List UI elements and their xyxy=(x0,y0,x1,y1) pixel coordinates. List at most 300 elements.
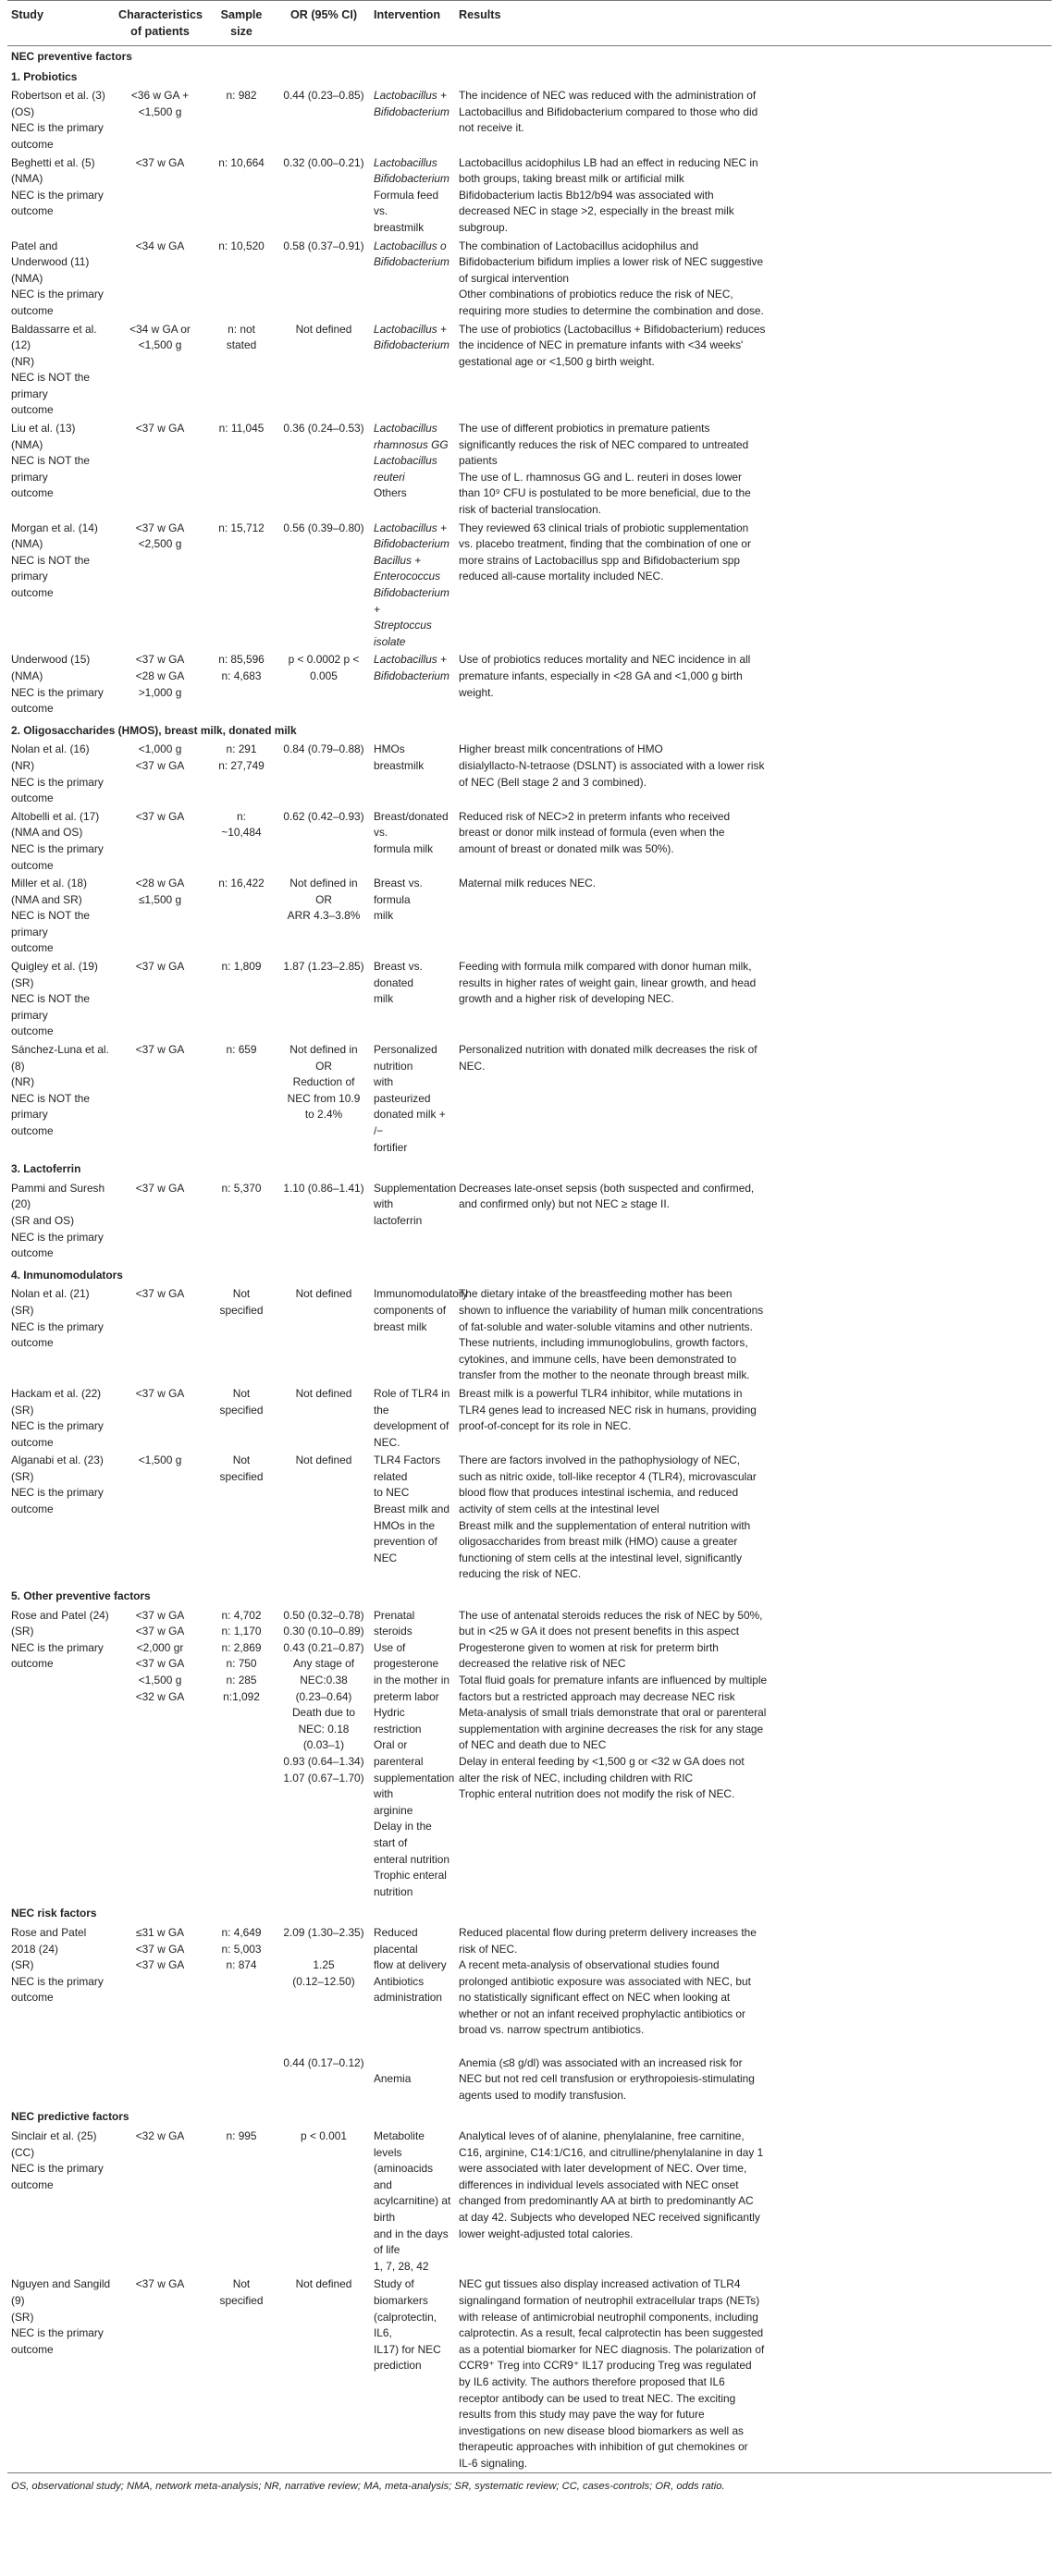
cell-study-line: NEC is the primary outcome xyxy=(11,1486,104,1516)
cell-results-line: risk of NEC. xyxy=(459,1942,518,1956)
cell-characteristics-line: <1,000 g xyxy=(138,742,182,756)
cell-results-line: broad vs. narrow spectrum antibiotics. xyxy=(459,2023,645,2037)
cell-study-line: (SR) xyxy=(11,2310,34,2324)
cell-sample-size xyxy=(205,320,277,420)
cell-or-ci-line: NEC: 0.18 xyxy=(298,1722,350,1736)
cell-intervention-line: Immunomodulatory xyxy=(374,1287,468,1301)
cell-sample-size-line: ~10,484 xyxy=(221,826,262,840)
subsection-heading-row xyxy=(7,67,1052,87)
cell-characteristics-line: <37 w GA xyxy=(135,155,185,169)
cell-results-line: Reduced risk of NEC>2 in preterm infants who received xyxy=(459,809,731,823)
cell-study-line: (NMA and OS) xyxy=(11,826,83,840)
cell-or-ci-line: Any stage of xyxy=(292,1657,355,1671)
cell-results xyxy=(455,1606,1052,1901)
table-row xyxy=(7,957,1052,1040)
cell-study-line: Underwood (15) xyxy=(11,653,91,667)
subsection-heading-row xyxy=(7,1583,1052,1606)
table-row xyxy=(7,1040,1052,1156)
cell-intervention-line: Prenatal steroids xyxy=(374,1608,415,1638)
cell-sample-size-line: n: 4,649 xyxy=(221,1925,262,1939)
cell-intervention xyxy=(370,2127,455,2275)
cell-results-line: alter the risk of NEC, including children with RIC xyxy=(459,1771,694,1785)
cell-characteristics-line: <37 w GA xyxy=(135,1386,185,1400)
cell-intervention-line: formula milk xyxy=(374,841,434,855)
cell-results-line: changed from predominantly AA at birth to predominantly AC xyxy=(459,2194,754,2208)
cell-results-line: by IL6 activity. The authors therefore proposed that IL6 xyxy=(459,2374,725,2388)
cell-intervention-line xyxy=(374,2022,451,2039)
cell-sample-size-line: n: 874 xyxy=(226,1958,257,1972)
cell-intervention-line: Bacillus + xyxy=(374,553,422,567)
cell-or-ci xyxy=(277,419,370,519)
table-body xyxy=(7,46,1052,2472)
cell-sample-size-line: n: 659 xyxy=(226,1043,257,1057)
cell-intervention-line xyxy=(374,2055,451,2072)
cell-results-line: Bifidobacterium bifidum implies a lower risk of NEC suggestive xyxy=(459,255,764,269)
cell-study-line: Hackam et al. (22) xyxy=(11,1386,102,1400)
cell-sample-size-line: Not xyxy=(232,1287,251,1301)
header-results: Results xyxy=(455,1,1052,46)
cell-study-line: (SR) xyxy=(11,1625,34,1638)
cell-sample-size-line: n: 10,664 xyxy=(218,155,265,169)
cell-or-ci-line xyxy=(281,2022,366,2039)
cell-sample-size-line: n: 291 xyxy=(226,742,257,756)
section-heading-row xyxy=(7,1900,1052,1923)
cell-sample-size xyxy=(205,650,277,717)
cell-intervention-line: Formula feed vs. xyxy=(374,188,439,218)
cell-study xyxy=(7,153,115,237)
cell-or-ci-line: 0.50 (0.32–0.78) xyxy=(283,1608,364,1622)
cell-intervention-line: rhamnosus GG xyxy=(374,437,449,451)
cell-sample-size xyxy=(205,874,277,957)
cell-results-line: Lactobacillus and Bifidobacterium compared to those who did xyxy=(459,104,758,118)
table-row xyxy=(7,807,1052,874)
cell-or-ci-line: NEC:0.38 xyxy=(300,1674,348,1687)
cell-results xyxy=(455,1384,1052,1451)
table-row xyxy=(7,2127,1052,2275)
cell-results-line: and confirmed only) but not NEC ≥ stage II. xyxy=(459,1197,670,1211)
cell-study xyxy=(7,2275,115,2472)
cell-results-line: not receive it. xyxy=(459,121,524,135)
cell-intervention-line: 1, 7, 28, 42 xyxy=(374,2259,429,2273)
section-heading-row xyxy=(7,46,1052,67)
cell-or-ci xyxy=(277,807,370,874)
cell-characteristics xyxy=(115,740,205,806)
cell-intervention-line: Lactobacillus xyxy=(374,422,437,435)
cell-or-ci-line: OR xyxy=(315,892,332,906)
cell-sample-size-line: n: 16,422 xyxy=(218,877,265,890)
cell-intervention-line: Breast vs. donated xyxy=(374,960,423,989)
cell-study xyxy=(7,419,115,519)
cell-intervention-line: Trophic enteral xyxy=(374,1869,447,1883)
cell-or-ci xyxy=(277,1284,370,1384)
cell-results-line: Decreases late-onset sepsis (both suspected and confirmed, xyxy=(459,1181,755,1195)
cell-results-line: no statistically significant effect on NEC when looking at xyxy=(459,1991,731,2005)
cell-results-line: agents used to modify transfusion. xyxy=(459,2088,627,2102)
cell-intervention xyxy=(370,519,455,651)
cell-or-ci xyxy=(277,650,370,717)
cell-study-line: NEC is the primary outcome xyxy=(11,1230,104,1260)
cell-sample-size-line: specified xyxy=(219,2293,264,2307)
cell-or-ci-line: Reduction of xyxy=(292,1075,355,1089)
cell-intervention-line: nutrition xyxy=(374,1884,413,1898)
cell-study-line: NEC is the primary outcome xyxy=(11,2162,104,2191)
cell-or-ci-line: NEC from 10.9 xyxy=(287,1091,361,1105)
cell-sample-size-line: Not xyxy=(232,1386,251,1400)
cell-or-ci-line: Not defined in xyxy=(289,1043,358,1057)
cell-characteristics-line: <37 w GA xyxy=(135,1657,185,1671)
cell-results-line: The use of antenatal steroids reduces the risk of NEC by 50%, xyxy=(459,1608,763,1622)
cell-results-line: TLR4 genes lead to increased NEC risk in humans, providing xyxy=(459,1403,757,1417)
cell-study xyxy=(7,1451,115,1583)
cell-results-line: NEC gut tissues also display increased activation of TLR4 xyxy=(459,2277,741,2291)
cell-results-line: blood flow that produces intestinal ischemia, and reduced xyxy=(459,1486,739,1500)
cell-study-line: Morgan et al. (14) xyxy=(11,521,98,534)
section-heading: NEC preventive factors xyxy=(11,50,132,63)
cell-characteristics xyxy=(115,1923,205,2104)
cell-study-line: (SR) xyxy=(11,1403,34,1417)
cell-study-line: (NMA) xyxy=(11,271,43,285)
cell-results-line: Maternal milk reduces NEC. xyxy=(459,877,597,890)
cell-results-line: subgroup. xyxy=(459,220,508,234)
cell-intervention-line: and in the days of life xyxy=(374,2226,449,2257)
cell-results-line: The dietary intake of the breastfeeding mother has been xyxy=(459,1287,733,1301)
cell-or-ci-line: Not defined in xyxy=(289,877,358,890)
cell-intervention xyxy=(370,86,455,153)
cell-results-line: activity of stem cells at the intestinal level xyxy=(459,1503,659,1516)
cell-sample-size-line: n: 5,370 xyxy=(221,1181,262,1195)
cell-study-line: (SR and OS) xyxy=(11,1213,75,1227)
cell-results-line: disialyllacto-N-tetraose (DSLNT) is associated with a lower risk xyxy=(459,758,765,772)
cell-study-line: NEC is the primary outcome xyxy=(11,1319,104,1350)
subsection-heading: 5. Other preventive factors xyxy=(11,1589,151,1603)
cell-results xyxy=(455,807,1052,874)
cell-results xyxy=(455,153,1052,237)
cell-results-line: than 10⁹ CFU is postulated to be more beneficial, due to the xyxy=(459,486,751,500)
cell-study-line: NEC is the primary outcome xyxy=(11,188,104,218)
cell-sample-size xyxy=(205,807,277,874)
cell-characteristics xyxy=(115,874,205,957)
cell-intervention-line: Lactobacillus o xyxy=(374,239,447,252)
cell-characteristics-line: <37 w GA xyxy=(135,809,185,823)
cell-results-line: NEC. xyxy=(459,1059,486,1073)
cell-or-ci xyxy=(277,1179,370,1262)
table-footnote: OS, observational study; NMA, network meta-analysis; NR, narrative review; MA, meta-analysis; SR, systematic review; CC, cases-controls; OR, odds ratio. xyxy=(7,2472,1052,2494)
cell-study-line: (NMA) xyxy=(11,437,43,451)
subsection-heading: 2. Oligosaccharides (HMOS), breast milk, donated milk xyxy=(11,723,297,737)
cell-sample-size-line: n: 5,003 xyxy=(221,1942,262,1956)
cell-sample-size-line: Not xyxy=(232,2277,251,2291)
cell-results-line: proof-of-concept for its role in NEC. xyxy=(459,1419,632,1433)
cell-characteristics xyxy=(115,519,205,651)
cell-results-line: The use of L. rhamnosus GG and L. reuteri in doses lower xyxy=(459,470,743,484)
cell-or-ci-line: ARR 4.3–3.8% xyxy=(287,909,361,923)
cell-characteristics-line: ≤31 w GA xyxy=(135,1925,185,1939)
cell-results-line: Breast milk and the supplementation of enteral nutrition with xyxy=(459,1518,751,1532)
cell-results-line: decreased the relative risk of NEC xyxy=(459,1657,626,1671)
cell-results-line: Higher breast milk concentrations of HMO xyxy=(459,742,663,756)
cell-or-ci xyxy=(277,519,370,651)
cell-or-ci xyxy=(277,2127,370,2275)
cell-results xyxy=(455,320,1052,420)
cell-study xyxy=(7,1606,115,1901)
cell-results-line: prolonged antibiotic exposure was associated with NEC, but xyxy=(459,1974,751,1988)
cell-intervention-line: Anemia xyxy=(374,2072,412,2086)
cell-intervention-line: acylcarnitine) at birth xyxy=(374,2194,451,2224)
cell-characteristics-line: <37 w GA xyxy=(135,1043,185,1057)
cell-intervention-line: prediction xyxy=(374,2359,422,2373)
cell-intervention-line xyxy=(374,2039,451,2055)
cell-results-line: results in higher rates of weight gain, linear growth, and head xyxy=(459,975,757,989)
table-header xyxy=(7,1,1052,46)
cell-results xyxy=(455,1284,1052,1384)
cell-intervention-line: (aminoacids and xyxy=(374,2162,434,2191)
header-characteristics: Characteristics of patients xyxy=(115,1,205,46)
cell-study-line: Pammi and Suresh (20) xyxy=(11,1181,105,1211)
cell-results xyxy=(455,419,1052,519)
cell-intervention xyxy=(370,419,455,519)
cell-or-ci xyxy=(277,237,370,320)
cell-results-line: Feeding with formula milk compared with donor human milk, xyxy=(459,960,752,974)
cell-study-line: Nolan et al. (21) xyxy=(11,1287,90,1301)
cell-study-line: outcome xyxy=(11,1024,54,1038)
cell-intervention xyxy=(370,740,455,806)
cell-results-line: breast or donor milk instead of formula (even when the xyxy=(459,826,725,840)
cell-intervention-line: milk xyxy=(374,909,394,923)
cell-results xyxy=(455,650,1052,717)
cell-or-ci-line: Not defined xyxy=(295,1287,352,1301)
cell-study-line: outcome xyxy=(11,941,54,955)
cell-results-line: The incidence of NEC was reduced with the administration of xyxy=(459,89,757,103)
cell-study-line: Beghetti et al. (5) xyxy=(11,155,95,169)
cell-characteristics-line: <1,500 g xyxy=(138,1674,182,1687)
cell-results-line: C16, arginine, C14:1/C16, and citrulline/phenylalanine in day 1 xyxy=(459,2145,764,2159)
cell-results-line: signalingand formation of neutrophil extracellular traps (NETs) xyxy=(459,2293,760,2307)
cell-or-ci-line: 2.09 (1.30–2.35) xyxy=(283,1925,364,1939)
cell-characteristics-line: <1,500 g xyxy=(138,338,182,352)
cell-results-line: Total fluid goals for premature infants are influenced by multiple xyxy=(459,1674,768,1687)
cell-intervention-line: Supplementation with xyxy=(374,1181,457,1211)
cell-results-line: oligosaccharides from breast milk (HMO) cause a greater xyxy=(459,1535,738,1549)
cell-study-line: NEC is NOT the primary xyxy=(11,992,91,1022)
cell-study xyxy=(7,957,115,1040)
cell-or-ci-line: (0.03–1) xyxy=(302,1738,345,1752)
cell-characteristics-line: <28 w GA xyxy=(135,669,185,682)
cell-results-line: Analytical leves of of alanine, phenylalanine, free carnitine, xyxy=(459,2129,745,2143)
cell-study-line: NEC is the primary outcome xyxy=(11,685,104,716)
cell-sample-size xyxy=(205,957,277,1040)
cell-characteristics-line: ≤1,500 g xyxy=(138,892,182,906)
cell-sample-size xyxy=(205,1284,277,1384)
cell-results xyxy=(455,237,1052,320)
cell-study-line: Rose and Patel (24) xyxy=(11,1608,109,1622)
cell-sample-size-line: n: 995 xyxy=(226,2129,257,2143)
cell-intervention-line: Lactobacillus + xyxy=(374,322,447,336)
cell-study-line: NEC is NOT the primary xyxy=(11,371,91,400)
cell-results-line: factors but a restricted approach may decrease NEC risk xyxy=(459,1689,735,1703)
cell-intervention-line: Lactobacillus xyxy=(374,155,437,169)
cell-characteristics xyxy=(115,1179,205,1262)
cell-results-line: both groups, taking breast milk or artificial milk xyxy=(459,172,684,186)
cell-characteristics xyxy=(115,320,205,420)
cell-study-line: (NMA and SR) xyxy=(11,892,82,906)
cell-study-line: Rose and Patel 2018 (24) xyxy=(11,1925,87,1956)
cell-sample-size-line: n: not xyxy=(228,322,255,336)
cell-sample-size-line: n: 2,869 xyxy=(221,1640,262,1654)
cell-intervention-line: Use of progesterone xyxy=(374,1640,439,1671)
cell-results-line: requiring more studies to determine the combination and dose. xyxy=(459,303,764,317)
cell-results-line: patients xyxy=(459,454,498,468)
cell-results-line: investigations on new disease blood biomarkers as well as xyxy=(459,2423,745,2437)
cell-study xyxy=(7,320,115,420)
cell-study-line: NEC is the primary outcome xyxy=(11,775,104,805)
cell-intervention-line: preterm labor xyxy=(374,1689,439,1703)
section-heading-row xyxy=(7,2104,1052,2127)
cell-or-ci xyxy=(277,1040,370,1156)
subsection-heading-row xyxy=(7,718,1052,741)
cell-results xyxy=(455,740,1052,806)
cell-intervention xyxy=(370,1606,455,1901)
cell-study xyxy=(7,86,115,153)
cell-characteristics-line: <37 w GA xyxy=(135,2277,185,2291)
cell-or-ci-line: 1.10 (0.86–1.41) xyxy=(283,1181,364,1195)
cell-results-line: Lactobacillus acidophilus LB had an effect in reducing NEC in xyxy=(459,155,758,169)
cell-intervention-line xyxy=(374,2006,451,2023)
cell-results-line xyxy=(459,2039,1042,2055)
cell-or-ci-line: 0.30 (0.10–0.89) xyxy=(283,1625,364,1638)
cell-study xyxy=(7,1179,115,1262)
cell-characteristics-line: <37 w GA xyxy=(135,1287,185,1301)
cell-characteristics xyxy=(115,1040,205,1156)
cell-or-ci-line xyxy=(281,2039,366,2055)
cell-characteristics xyxy=(115,153,205,237)
cell-intervention xyxy=(370,320,455,420)
cell-intervention-line: Enterococcus xyxy=(374,570,441,583)
table-row xyxy=(7,237,1052,320)
cell-or-ci-line: (0.23–0.64) xyxy=(295,1689,352,1703)
cell-characteristics-line: <32 w GA xyxy=(135,1689,185,1703)
cell-characteristics-line: >1,000 g xyxy=(138,685,182,699)
cell-study-line: (NR) xyxy=(11,1075,35,1089)
cell-intervention-line: (calprotectin, IL6, xyxy=(374,2310,437,2340)
cell-results-line: significantly reduces the risk of NEC compared to untreated xyxy=(459,437,749,451)
cell-or-ci xyxy=(277,320,370,420)
header-sample-size: Sample size xyxy=(205,1,277,46)
section-heading: NEC predictive factors xyxy=(11,2110,129,2124)
table-row xyxy=(7,1606,1052,1901)
cell-or-ci-line: Not defined xyxy=(295,1454,352,1467)
cell-or-ci-line: to 2.4% xyxy=(304,1108,343,1122)
cell-intervention-line: flow at delivery xyxy=(374,1958,447,1972)
header-study: Study xyxy=(7,1,115,46)
cell-intervention-line: to NEC xyxy=(374,1486,410,1500)
cell-results xyxy=(455,2275,1052,2472)
cell-results-line: such as nitric oxide, toll-like receptor 4 (TLR4), microvascular xyxy=(459,1469,757,1483)
cell-sample-size xyxy=(205,1384,277,1451)
cell-characteristics-line: <37 w GA xyxy=(135,960,185,974)
cell-study-line: NEC is NOT the primary xyxy=(11,1091,91,1122)
cell-or-ci xyxy=(277,1384,370,1451)
cell-study-line: Sinclair et al. (25) xyxy=(11,2129,97,2143)
cell-intervention xyxy=(370,153,455,237)
cell-study-line: Altobelli et al. (17) xyxy=(11,809,100,823)
cell-results-line: transfer from the mother to the neonate through breast milk. xyxy=(459,1368,750,1382)
cell-sample-size-line: n: 1,809 xyxy=(221,960,262,974)
cell-results-line: Breast milk is a powerful TLR4 inhibitor, while mutations in xyxy=(459,1386,743,1400)
cell-characteristics-line: <2,500 g xyxy=(138,537,182,551)
cell-intervention-line: components of xyxy=(374,1303,446,1317)
table-row xyxy=(7,1384,1052,1451)
cell-or-ci-line: 0.43 (0.21–0.87) xyxy=(283,1640,364,1654)
cell-results-line: These nutrients, including immunoglobulins, growth factors, xyxy=(459,1336,748,1350)
cell-characteristics xyxy=(115,807,205,874)
table-row xyxy=(7,650,1052,717)
cell-intervention xyxy=(370,874,455,957)
cell-intervention-line: Breast vs. formula xyxy=(374,877,423,906)
cell-intervention xyxy=(370,1179,455,1262)
cell-or-ci-line: (0.12–12.50) xyxy=(292,1974,355,1988)
cell-intervention-line: Lactobacillus + xyxy=(374,653,447,667)
table-row xyxy=(7,1284,1052,1384)
cell-results xyxy=(455,1451,1052,1583)
cell-study-line: Baldassarre et al. (12) xyxy=(11,322,97,352)
cell-study-line: outcome xyxy=(11,586,54,599)
cell-intervention xyxy=(370,1384,455,1451)
table-row xyxy=(7,1179,1052,1262)
cell-intervention-line: Breast/donated vs. xyxy=(374,809,449,840)
cell-results-line: Other combinations of probiotics reduce the risk of NEC, xyxy=(459,288,733,301)
cell-intervention-line: TLR4 Factors related xyxy=(374,1454,441,1483)
cell-results-line: as a potential biomarker for NEC diagnosis. The polarization of xyxy=(459,2342,765,2356)
table-row xyxy=(7,1451,1052,1583)
cell-sample-size xyxy=(205,237,277,320)
cell-characteristics-line: <37 w GA xyxy=(135,1608,185,1622)
cell-study xyxy=(7,807,115,874)
cell-results-line: premature infants, especially in <28 GA and <1,000 g birth xyxy=(459,669,743,682)
cell-intervention-line: Lactobacillus + xyxy=(374,521,447,534)
cell-characteristics xyxy=(115,1384,205,1451)
cell-characteristics-line: <37 w GA xyxy=(135,422,185,435)
header-or-ci: OR (95% CI) xyxy=(277,1,370,46)
cell-results-line: were associated with later development of NEC. Over time, xyxy=(459,2162,747,2176)
cell-intervention-line: development of NEC. xyxy=(374,1419,449,1449)
cell-results-line: results from this study may pave the way for future xyxy=(459,2408,705,2422)
cell-results xyxy=(455,1923,1052,2104)
cell-intervention xyxy=(370,650,455,717)
cell-or-ci-line: 0.44 (0.23–0.85) xyxy=(283,89,364,103)
cell-sample-size-line: n: 11,045 xyxy=(218,422,265,435)
cell-characteristics xyxy=(115,1606,205,1901)
cell-characteristics-line: <1,500 g xyxy=(138,1454,182,1467)
cell-study-line: Nguyen and Sangild (9) xyxy=(11,2277,111,2307)
cell-or-ci-line: Death due to xyxy=(291,1706,356,1720)
cell-results-line: The combination of Lactobacillus acidophilus and xyxy=(459,239,699,252)
cell-results-line: functioning of stem cells at the intestinal level, significantly xyxy=(459,1551,743,1564)
cell-intervention-line: Study of biomarkers xyxy=(374,2277,428,2307)
cell-study-line: (NR) xyxy=(11,354,35,368)
cell-results-line: The use of probiotics (Lactobacillus + Bifidobacterium) reduces xyxy=(459,322,766,336)
cell-study xyxy=(7,650,115,717)
cell-or-ci xyxy=(277,874,370,957)
cell-intervention-line: Bifidobacterium xyxy=(374,338,449,352)
table-row xyxy=(7,740,1052,806)
cell-study xyxy=(7,237,115,320)
cell-intervention-line: fortifier xyxy=(374,1140,408,1154)
cell-intervention-line: Bifidobacterium xyxy=(374,669,449,682)
cell-characteristics xyxy=(115,2275,205,2472)
cell-sample-size xyxy=(205,153,277,237)
cell-study-line: Robertson et al. (3) xyxy=(11,89,105,103)
cell-results xyxy=(455,86,1052,153)
